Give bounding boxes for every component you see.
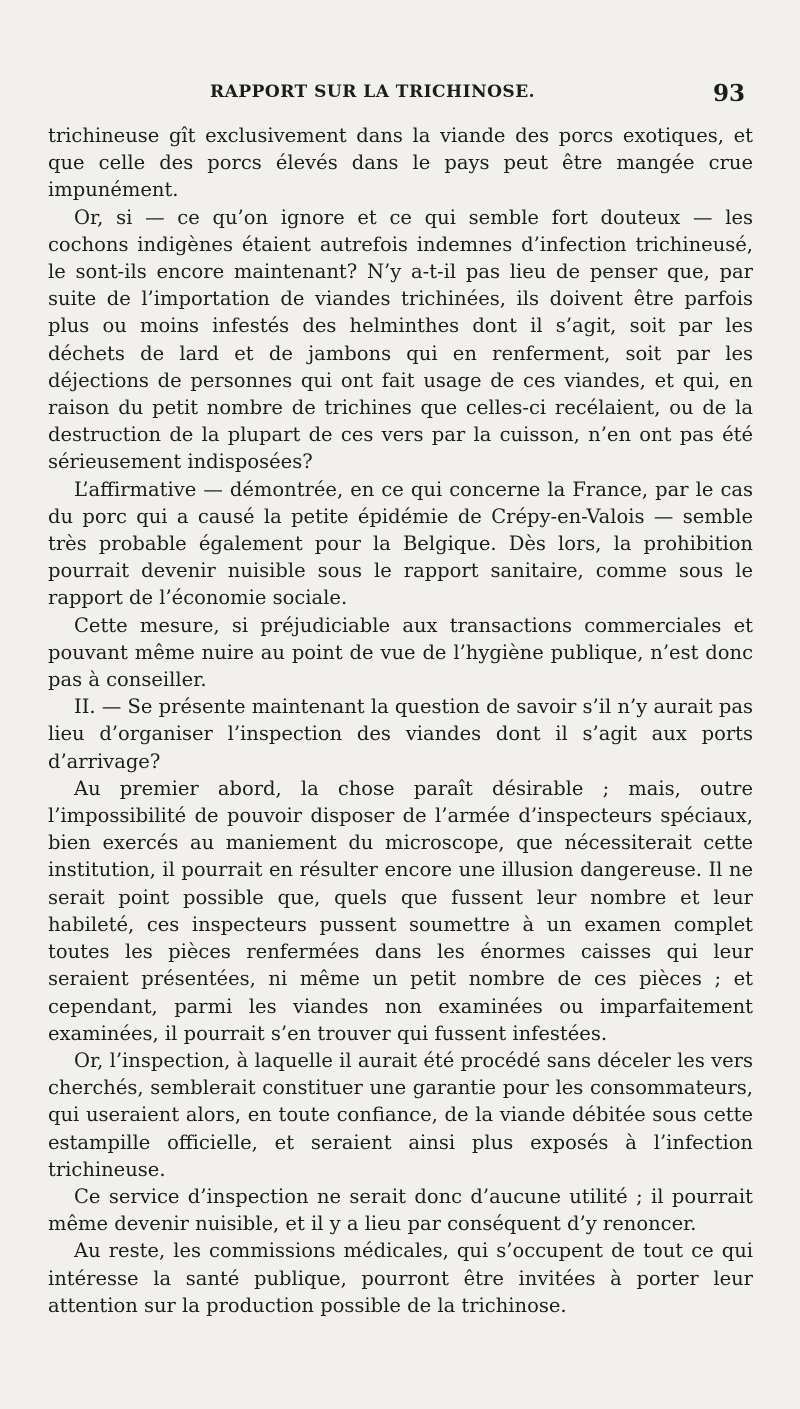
paragraph: Or, l’inspection, à laquelle il aurait été procédé sans déceler les vers cherchés, semblerait constituer une garantie pour les consommateurs, qui useraient alors, en toute confiance, de la viande débitée sous cette estampille officielle, et seraient ainsi plus exposés à l’infection trichineuse. xyxy=(48,1048,753,1181)
paragraph: trichineuse gît exclusivement dans la viande des porcs exotiques, et que celle des porcs élevés dans le pays peut être mangée crue impunément. xyxy=(48,124,753,202)
paragraph: Au premier abord, la chose paraît désirable ; mais, outre l’impossibilité de pouvoir disposer de l’armée d’inspecteurs spéciaux, bien exercés au maniement du microscope, que nécessiterait cette institution, il pourrait en résulter encore une illusion dangereuse. Il ne serait point possible que, quels que fussent leur nombre et leur habileté, ces inspecteurs pussent soumettre à un examen complet toutes les pièces renfermées dans les énormes caisses qui leur seraient présentées, ni même un petit nombre de ces pièces ; et cependant, parmi les viandes non examinées ou imparfaitement examinées, il pourrait s’en trouver qui fussent infestées. xyxy=(48,776,753,1045)
body-text xyxy=(48,122,753,1319)
paragraph: Ce service d’inspection ne serait donc d’aucune utilité ; il pourrait même devenir nuisible, et il y a lieu par conséquent d’y renoncer. xyxy=(48,1184,753,1236)
running-title: RAPPORT SUR LA TRICHINOSE. xyxy=(210,82,536,102)
paragraph: L’affirmative — démontrée, en ce qui concerne la France, par le cas du porc qui a causé la petite épidémie de Crépy-en-Valois — semble très probable également pour la Belgique. Dès lors, la prohibition pourrait devenir nuisible sous le rapport sanitaire, comme sous le rapport de l’économie sociale. xyxy=(48,477,753,610)
paragraph: Au reste, les commissions médicales, qui s’occupent de tout ce qui intéresse la santé publique, pourront être invitées à porter leur attention sur la production possible de la trichinose. xyxy=(48,1239,753,1317)
paragraph: Or, si — ce qu’on ignore et ce qui semble fort douteux — les cochons indigènes étaient autrefois indemnes d’infection trichineusé, le sont-ils encore maintenant? N’y a-t-il pas lieu de penser que, par suite de l’importation de viandes trichinées, ils doivent être parfois plus ou moins infestés des helminthes dont il s’agit, soit par les déchets de lard et de jambons qui en renferment, soit par les déjections de personnes qui ont fait usage de ces viandes, et qui, en raison du petit nombre de trichines que celles-ci recélaient, ou de la destruction de la plupart de ces vers par la cuisson, n’en ont pas été sérieusement indisposées? xyxy=(48,205,753,474)
paragraph: Cette mesure, si préjudiciable aux transactions commerciales et pouvant même nuire au point de vue de l’hygiène publique, n’est donc pas à conseiller. xyxy=(48,613,753,692)
page-header xyxy=(45,82,745,112)
paragraph: II. — Se présente maintenant la question de savoir s’il n’y aurait pas lieu d’organiser l’inspection des viandes dont il s’agit aux ports d’arrivage? xyxy=(48,695,753,773)
page-number: 93 xyxy=(712,80,745,107)
